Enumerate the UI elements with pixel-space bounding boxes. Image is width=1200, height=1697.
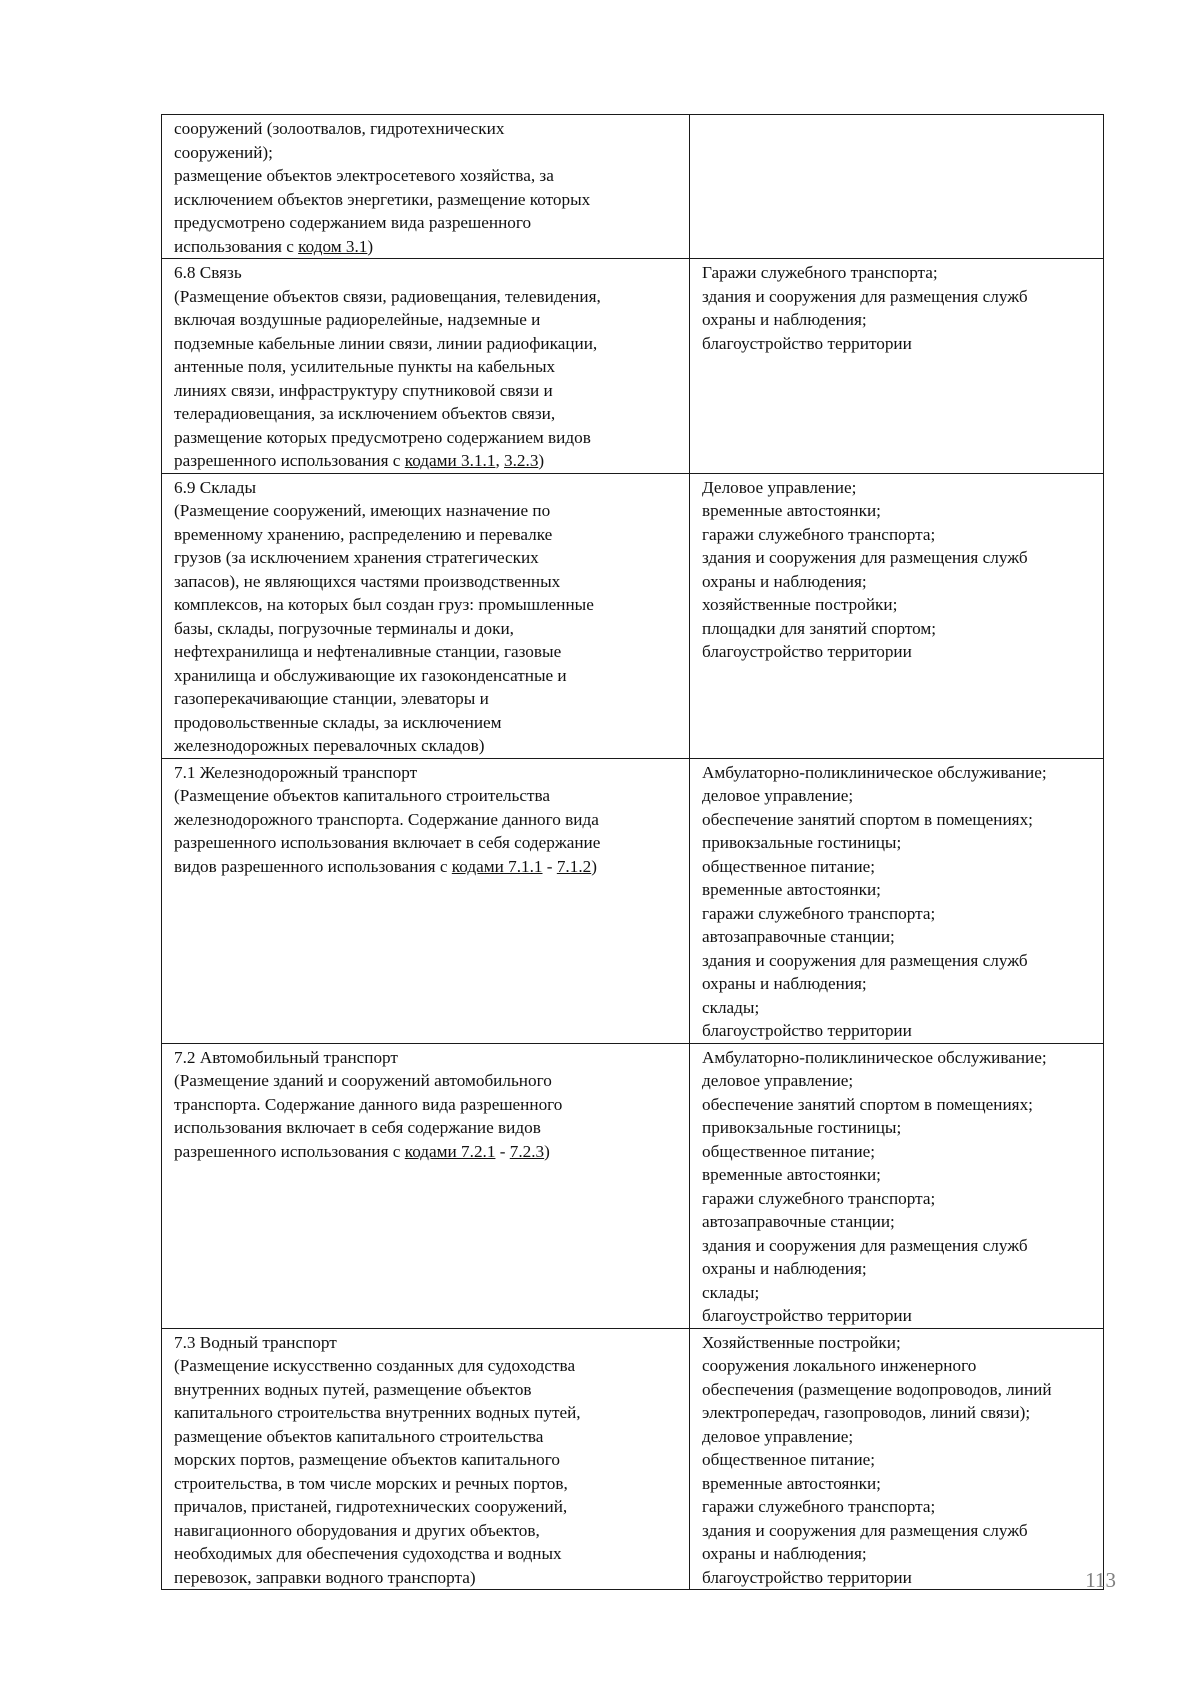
text-line: привокзальные гостиницы; — [702, 1118, 902, 1137]
text-line: подземные кабельные линии связи, линии радиофикации, — [174, 333, 598, 353]
text-line: автозаправочные станции; — [702, 1212, 895, 1231]
text-line: телерадиовещания, за исключением объектов связи, — [174, 404, 556, 423]
text-line: хозяйственные постройки; — [702, 595, 898, 614]
text-line: антенные поля, усилительные пункты на кабельных — [174, 357, 556, 376]
text-line: охраны и наблюдения; — [702, 974, 867, 993]
use-type-cell — [162, 259, 690, 474]
text-line: Амбулаторно-поликлиническое обслуживание; — [702, 1047, 1047, 1067]
text-segment: видов разрешенного использования с — [174, 856, 452, 876]
text-segment: разрешенного использования с — [174, 451, 405, 470]
text-line: размещение которых предусмотрено содержанием видов — [174, 427, 591, 447]
text-line: размещение объектов электросетевого хозяйства, за — [174, 166, 554, 185]
use-type-cell — [162, 758, 690, 1043]
table-row — [162, 1328, 1104, 1590]
text-line: временному хранению, распределению и перевалке — [174, 524, 553, 544]
text-line: включая воздушные радиорелейные, надземные и — [174, 310, 541, 329]
text-line: гаражи служебного транспорта; — [702, 524, 936, 544]
text-line: автозаправочные станции; — [702, 927, 895, 946]
text-line: продовольственные склады, за исключением — [174, 712, 502, 732]
text-line: 7.2 Автомобильный транспорт — [174, 1047, 398, 1067]
text-line: морских портов, размещение объектов капитального — [174, 1450, 560, 1469]
text-line: Деловое управление; — [702, 477, 857, 497]
text-line: газоперекачивающие станции, элеваторы и — [174, 689, 489, 708]
text-line: склады; — [702, 997, 760, 1017]
text-line: комплексов, на которых был создан груз: промышленные — [174, 595, 594, 614]
auxiliary-uses-cell — [690, 259, 1104, 474]
text-line: здания и сооружения для размещения служб — [702, 286, 1028, 306]
text-line: благоустройство территории — [702, 642, 912, 661]
text-line: (Размещение сооружений, имеющих назначение по — [174, 501, 551, 520]
page-number: 113 — [1085, 1568, 1116, 1592]
text-line: общественное питание; — [702, 1141, 876, 1161]
text-line: благоустройство территории — [702, 1567, 912, 1587]
text-line: охраны и наблюдения; — [702, 1544, 867, 1563]
text-line: Амбулаторно-поликлиническое обслуживание; — [702, 762, 1047, 782]
text-line: 7.3 Водный транспорт — [174, 1332, 337, 1352]
text-line: здания и сооружения для размещения служб — [702, 1520, 1028, 1540]
text-line: склады; — [702, 1282, 760, 1302]
text-line: гаражи служебного транспорта; — [702, 903, 936, 923]
text-line: гаражи служебного транспорта; — [702, 1188, 936, 1208]
text-line: разрешенного использования включает в себя содержание — [174, 833, 601, 852]
text-line: временные автостоянки; — [702, 1165, 881, 1184]
text-segment: ) — [538, 451, 545, 470]
land-use-table — [161, 114, 1104, 1590]
text-line: временные автостоянки; — [702, 501, 881, 520]
text-segment: - — [495, 1141, 510, 1161]
text-line: предусмотрено содержанием вида разрешенного — [174, 213, 532, 232]
table-row — [162, 758, 1104, 1043]
text-line: перевозок, заправки водного транспорта) — [174, 1567, 476, 1587]
text-line: здания и сооружения для размещения служб — [702, 548, 1028, 567]
text-segment: ) — [544, 1141, 550, 1161]
text-line: благоустройство территории — [702, 333, 912, 353]
text-line: деловое управление; — [702, 1426, 854, 1446]
text-line: (Размещение объектов капитального строительства — [174, 786, 551, 805]
text-line: транспорта. Содержание данного вида разрешенного — [174, 1094, 563, 1114]
text-segment: разрешенного использования с — [174, 1141, 405, 1161]
text-line: капитального строительства внутренних водных путей, — [174, 1403, 581, 1422]
text-line: здания и сооружения для размещения служб — [702, 950, 1028, 970]
text-line: деловое управление; — [702, 1071, 854, 1090]
text-line — [174, 235, 683, 259]
text-line: базы, склады, погрузочные терминалы и доки, — [174, 618, 514, 638]
text-line: общественное питание; — [702, 1450, 876, 1469]
text-line: 6.8 Связь — [174, 263, 242, 282]
text-line: здания и сооружения для размещения служб — [702, 1235, 1028, 1255]
text-line: охраны и наблюдения; — [702, 571, 867, 591]
text-line: навигационного оборудования и других объектов, — [174, 1520, 540, 1540]
text-line — [174, 855, 683, 879]
text-line: площадки для занятий спортом; — [702, 618, 937, 638]
table-row — [162, 1043, 1104, 1328]
auxiliary-uses-cell — [690, 473, 1104, 758]
text-line: гаражи служебного транспорта; — [702, 1497, 936, 1516]
code-link[interactable]: кодами 7.1.1 — [451, 856, 543, 876]
text-line: Гаражи служебного транспорта; — [702, 263, 938, 282]
use-type-cell — [162, 1328, 690, 1590]
text-line: благоустройство территории — [702, 1021, 912, 1040]
text-segment: ) — [367, 236, 374, 256]
text-line: нефтехранилища и нефтеналивные станции, газовые — [174, 642, 562, 661]
text-line: хранилища и обслуживающие их газоконденсатные и — [174, 665, 567, 685]
text-line: сооружения локального инженерного — [702, 1356, 977, 1375]
use-type-cell — [162, 473, 690, 758]
table-row — [162, 473, 1104, 758]
text-line: необходимых для обеспечения судоходства и водных — [174, 1544, 562, 1563]
code-link[interactable]: кодом 3.1 — [298, 236, 368, 256]
auxiliary-uses-cell — [690, 758, 1104, 1043]
auxiliary-uses-cell — [690, 1328, 1104, 1590]
text-line: временные автостоянки; — [702, 880, 881, 899]
text-line: (Размещение искусственно созданных для судоходства — [174, 1356, 576, 1375]
text-line: грузов (за исключением хранения стратегических — [174, 548, 539, 567]
text-line: благоустройство территории — [702, 1306, 912, 1325]
text-line — [174, 449, 683, 473]
text-line: обеспечение занятий спортом в помещениях; — [702, 1094, 1033, 1114]
code-link[interactable]: 3.2.3 — [504, 451, 539, 470]
text-line: железнодорожных перевалочных складов) — [174, 736, 485, 755]
text-segment: - — [542, 856, 557, 876]
text-line: строительства, в том числе морских и речных портов, — [174, 1473, 568, 1493]
text-line: причалов, пристаней, гидротехнических сооружений, — [174, 1497, 568, 1516]
text-line: (Размещение зданий и сооружений автомобильного — [174, 1071, 552, 1090]
text-line: привокзальные гостиницы; — [702, 833, 902, 852]
text-line: охраны и наблюдения; — [702, 1259, 867, 1278]
text-line: обеспечения (размещение водопроводов, линий — [702, 1379, 1052, 1399]
code-link[interactable]: кодами 7.2.1 — [404, 1141, 496, 1161]
code-link[interactable]: 7.1.2 — [556, 856, 592, 876]
text-line: размещение объектов капитального строительства — [174, 1426, 544, 1446]
text-line: 6.9 Склады — [174, 477, 257, 497]
text-line: внутренних водных путей, размещение объектов — [174, 1379, 532, 1399]
text-segment: использования с — [174, 236, 299, 256]
text-line: запасов), не являющихся частями производственных — [174, 571, 561, 591]
auxiliary-uses-cell — [690, 1043, 1104, 1328]
text-line: охраны и наблюдения; — [702, 310, 867, 329]
text-line: временные автостоянки; — [702, 1473, 881, 1493]
text-line: Хозяйственные постройки; — [702, 1332, 901, 1352]
text-line: сооружений); — [174, 142, 273, 162]
text-line: деловое управление; — [702, 786, 854, 805]
code-link[interactable]: кодами 3.1.1 — [404, 451, 496, 470]
text-line: железнодорожного транспорта. Содержание данного вида — [174, 809, 599, 829]
text-segment: , — [495, 451, 505, 470]
text-line: сооружений (золоотвалов, гидротехнических — [174, 119, 505, 138]
text-line: (Размещение объектов связи, радиовещания, телевидения, — [174, 286, 601, 306]
text-line: общественное питание; — [702, 856, 876, 876]
auxiliary-uses-cell — [690, 115, 1104, 259]
text-segment: ) — [591, 856, 597, 876]
text-line: 7.1 Железнодорожный транспорт — [174, 762, 418, 782]
table-row — [162, 259, 1104, 474]
table-row — [162, 115, 1104, 259]
use-type-cell — [162, 1043, 690, 1328]
use-type-cell — [162, 115, 690, 259]
text-line: исключением объектов энергетики, размещение которых — [174, 189, 591, 209]
text-line: электропередач, газопроводов, линий связи); — [702, 1403, 1031, 1422]
text-line: линиях связи, инфраструктуру спутниковой связи и — [174, 380, 553, 400]
code-link[interactable]: 7.2.3 — [509, 1141, 545, 1161]
text-line: обеспечение занятий спортом в помещениях; — [702, 809, 1033, 829]
text-line: использования включает в себя содержание видов — [174, 1118, 541, 1137]
text-line — [174, 1140, 683, 1164]
